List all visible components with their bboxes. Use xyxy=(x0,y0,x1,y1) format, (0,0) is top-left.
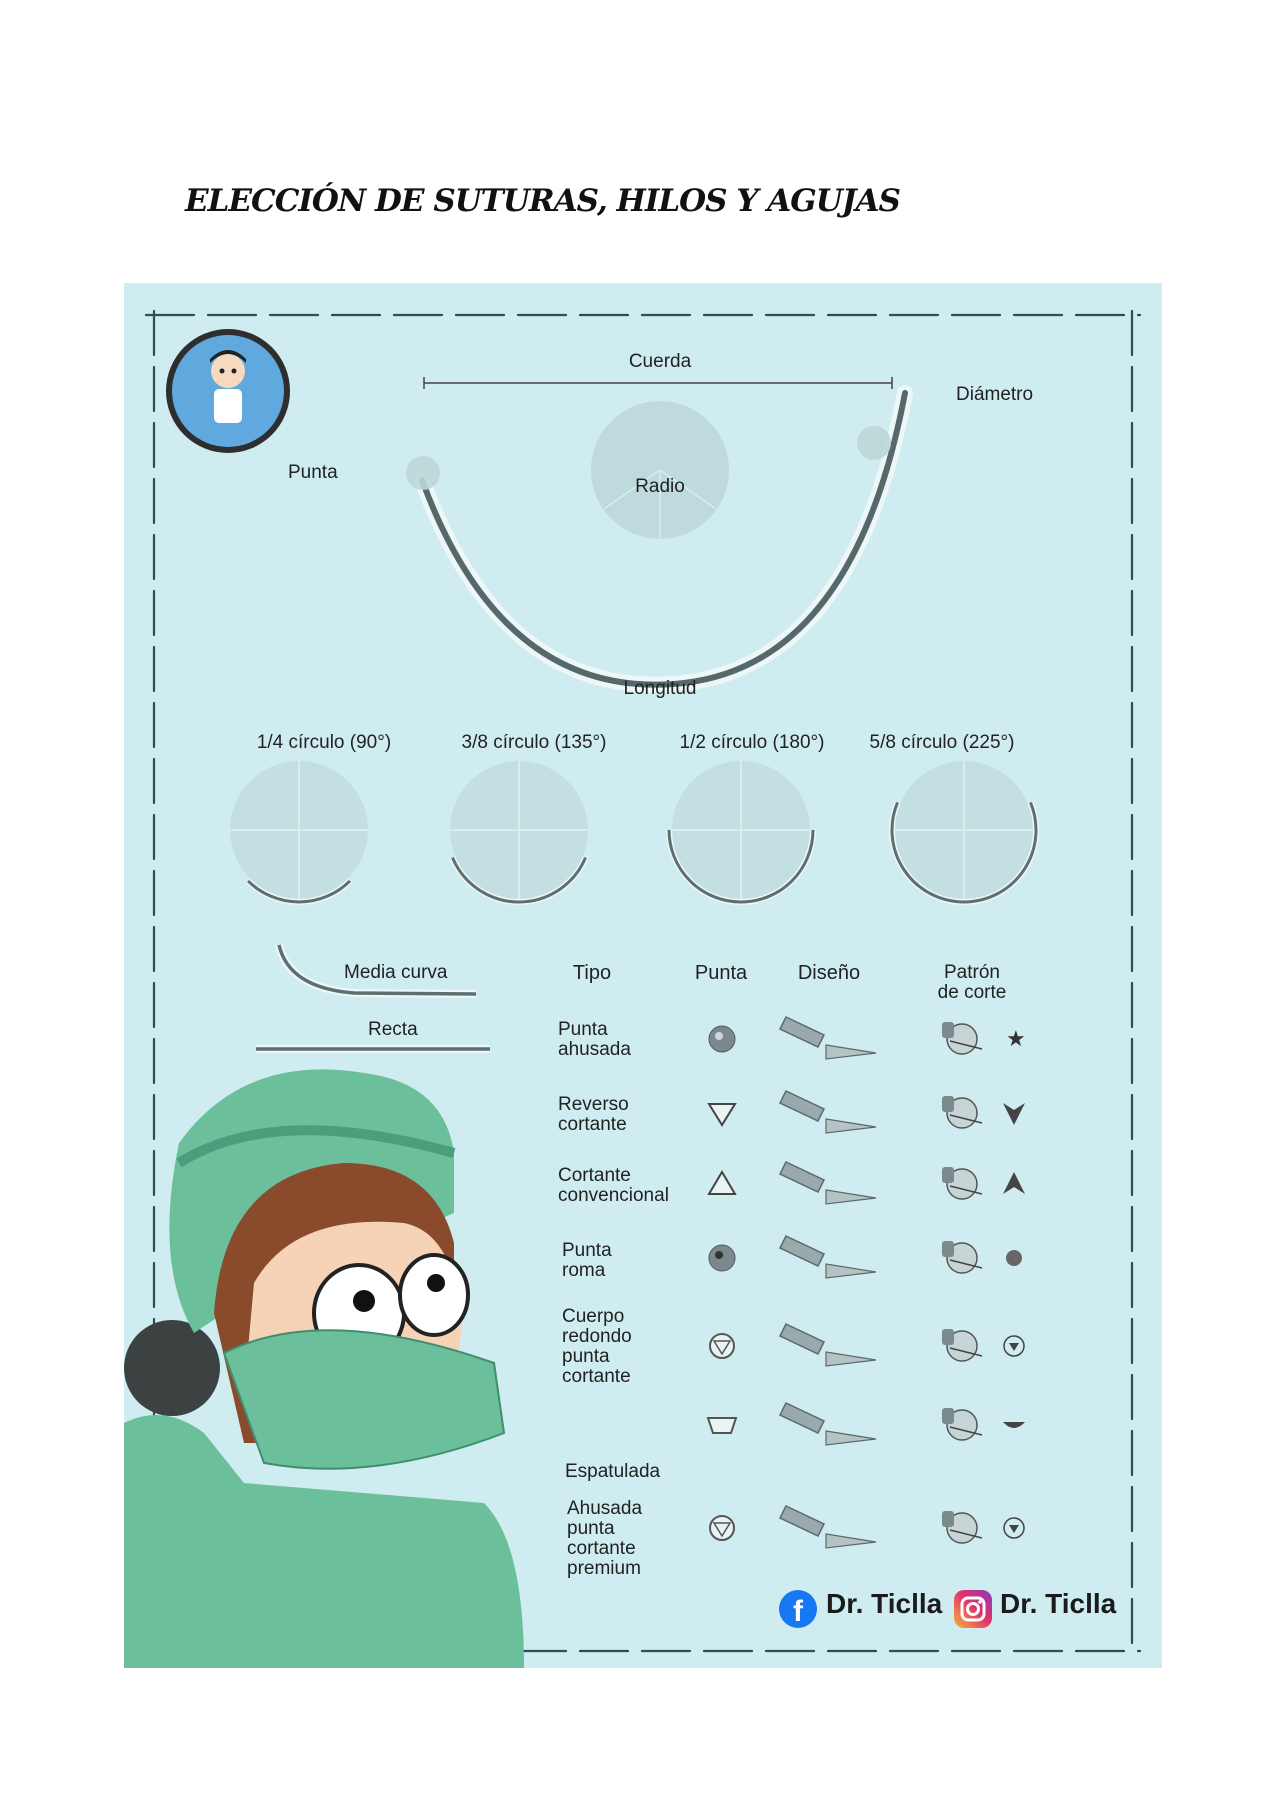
instagram-name: Dr. Ticlla xyxy=(1000,1588,1117,1619)
punta-label: Punta xyxy=(288,462,338,483)
longitud-label: Longitud xyxy=(623,678,697,699)
tipo-punta-ahusada: Punta ahusada xyxy=(558,1019,631,1060)
circle-label-five-eighths: 5/8 círculo (225°) xyxy=(869,732,1015,753)
instagram-icon xyxy=(954,1590,992,1628)
header-diseno: Diseño xyxy=(797,962,861,984)
svg-text:★: ★ xyxy=(1006,1027,1026,1052)
triangle-icon xyxy=(709,1162,1025,1204)
tipo-punta-roma: Punta roma xyxy=(562,1240,612,1281)
circle-fraction-2 xyxy=(450,761,588,902)
premium-taper-icon xyxy=(710,1506,1024,1548)
circle-fraction-4 xyxy=(892,761,1036,902)
nurse-character xyxy=(124,1069,524,1668)
media-curva-label: Media curva xyxy=(344,962,448,983)
tipo-cortante-convencional: Cortante convencional xyxy=(558,1165,669,1206)
cuerda-measure-line xyxy=(424,377,892,389)
page-title: ELECCIÓN DE SUTURAS, HILOS Y AGUJAS xyxy=(185,183,900,219)
circle-fractions xyxy=(230,761,1036,902)
tipo-cuerpo-redondo-punta-cortante: Cuerpo redondo punta cortante xyxy=(562,1306,632,1387)
round-cutting-icon xyxy=(710,1324,1024,1366)
inverted-triangle-icon xyxy=(709,1091,1025,1133)
facebook-name: Dr. Ticlla xyxy=(826,1588,943,1619)
spatula-icon xyxy=(708,1403,1025,1445)
radio-label: Radio xyxy=(635,476,685,497)
diametro-label: Diámetro xyxy=(956,384,1034,405)
blunt-dot-icon xyxy=(709,1236,1022,1278)
tipo-espatulada: Espatulada xyxy=(565,1461,661,1482)
tipo-reverso-cortante: Reverso cortante xyxy=(558,1094,629,1135)
recta-label: Recta xyxy=(368,1019,418,1040)
circle-label-half: 1/2 círculo (180°) xyxy=(679,732,825,753)
tipo-ahusada-punta-cortante-premium: Ahusada punta cortante premium xyxy=(567,1498,643,1579)
table-icons xyxy=(708,1017,1026,1548)
facebook-icon: f xyxy=(779,1590,817,1628)
circle-fraction-3 xyxy=(669,761,813,902)
header-punta: Punta xyxy=(694,962,748,984)
header-patron-corte: Patrón de corte xyxy=(937,962,1007,1003)
header-tipo: Tipo xyxy=(572,962,612,984)
circle-fraction-1 xyxy=(230,761,368,902)
circle-label-quarter: 1/4 círculo (90°) xyxy=(256,732,392,753)
round-dot-icon xyxy=(709,1017,1026,1059)
logo-badge xyxy=(166,329,290,453)
circle-label-three-eighths: 3/8 círculo (135°) xyxy=(461,732,607,753)
infographic-poster xyxy=(124,283,1162,1668)
cuerda-label: Cuerda xyxy=(628,351,692,372)
